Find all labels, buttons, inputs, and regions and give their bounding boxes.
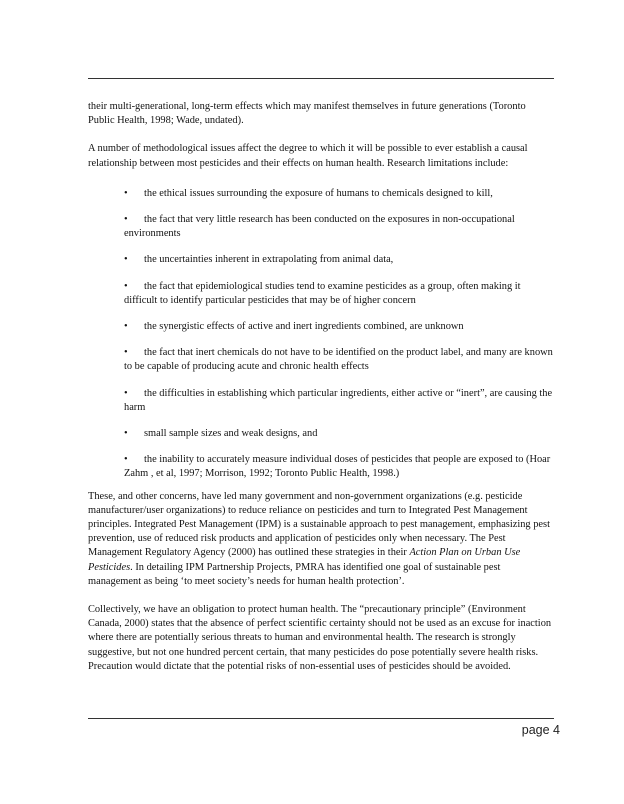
publication-title: Action Plan on Urban Use Pesticides [88,547,521,573]
bullet-icon: • [124,280,128,292]
list-item: • the ethical issues surrounding the exposure of humans to chemicals designed to kill, [124,187,554,201]
bullet-icon: • [124,428,128,440]
bullet-icon: • [124,454,128,466]
paragraph-ipm: These, and other concerns, have led many government and non-government organizations (e.g. pesticide manufacturer/user organizations) to reduce reliance on pesticides and turn to Integrated Pest Management principles. Integrated Pest Management (IPM) is a sustainable approach to pest management, emphasizing pest prevention, use of reduced risk products and application of pesticides only when necessary. The Pest Management Regulatory Agency (2000) has outlined these strategies in their Action Plan on Urban Use Pesticides. In detailing IPM Partnership Projects, PMRA has identified one goal of sustainable pest management as being ‘to meet society’s needs for human health protection’. [88,490,550,587]
list-item: • small sample sizes and weak designs, and [124,427,554,441]
bullet-icon: • [124,387,128,399]
list-item: • the fact that inert chemicals do not have to be identified on the product label, and many are known to be capable of producing acute and chronic health effects [124,347,553,373]
paragraph-methodological-issues: A number of methodological issues affect the degree to which it will be possible to ever establish a causal relationship between most pesticides and their effects on human health. Research limitations include: [88,143,528,169]
bullet-icon: • [124,347,128,359]
list-item: • the difficulties in establishing which particular ingredients, either active or “inert”, are causing the harm [124,387,553,413]
page-number: page 4 [521,723,560,737]
bullet-icon: • [124,187,128,199]
footer-rule [88,718,554,719]
paragraph-precautionary-principle: Collectively, we have an obligation to protect human health. The “precautionary principle” (Environment Canada, 2000) states that the absence of perfect scientific certainty should not be used as an excuse for inaction where there are potentially serious threats to human and environmental health. The research is strongly suggestive, but not one hundred percent certain, that many pesticides do pose potentially severe health risks. Precaution would dictate that the potential risks of non-essential uses of pesticides should be avoided. [88,604,552,672]
list-item: • the fact that epidemiological studies tend to examine pesticides as a group, often making it difficult to identify particular pesticides that may be of higher concern [124,280,521,306]
body-text [88,100,554,674]
list-item: • the fact that very little research has been conducted on the exposures in non-occupational environments [124,214,515,240]
bullet-icon: • [124,254,128,266]
research-limitations-list [88,187,554,482]
list-item: • the uncertainties inherent in extrapolating from animal data, [124,253,554,267]
list-item: • the synergistic effects of active and inert ingredients combined, are unknown [124,320,554,334]
bullet-icon: • [124,321,128,333]
list-item: • the inability to accurately measure individual doses of pesticides that people are exposed to (Hoar Zahm , et al, 1997; Morrison, 1992; Toronto Public Health, 1998.) [124,454,551,480]
bullet-icon: • [124,214,128,226]
header-rule [88,78,554,79]
paragraph-continuation: their multi-generational, long-term effects which may manifest themselves in future generations (Toronto Public Health, 1998; Wade, undated). [88,101,526,127]
